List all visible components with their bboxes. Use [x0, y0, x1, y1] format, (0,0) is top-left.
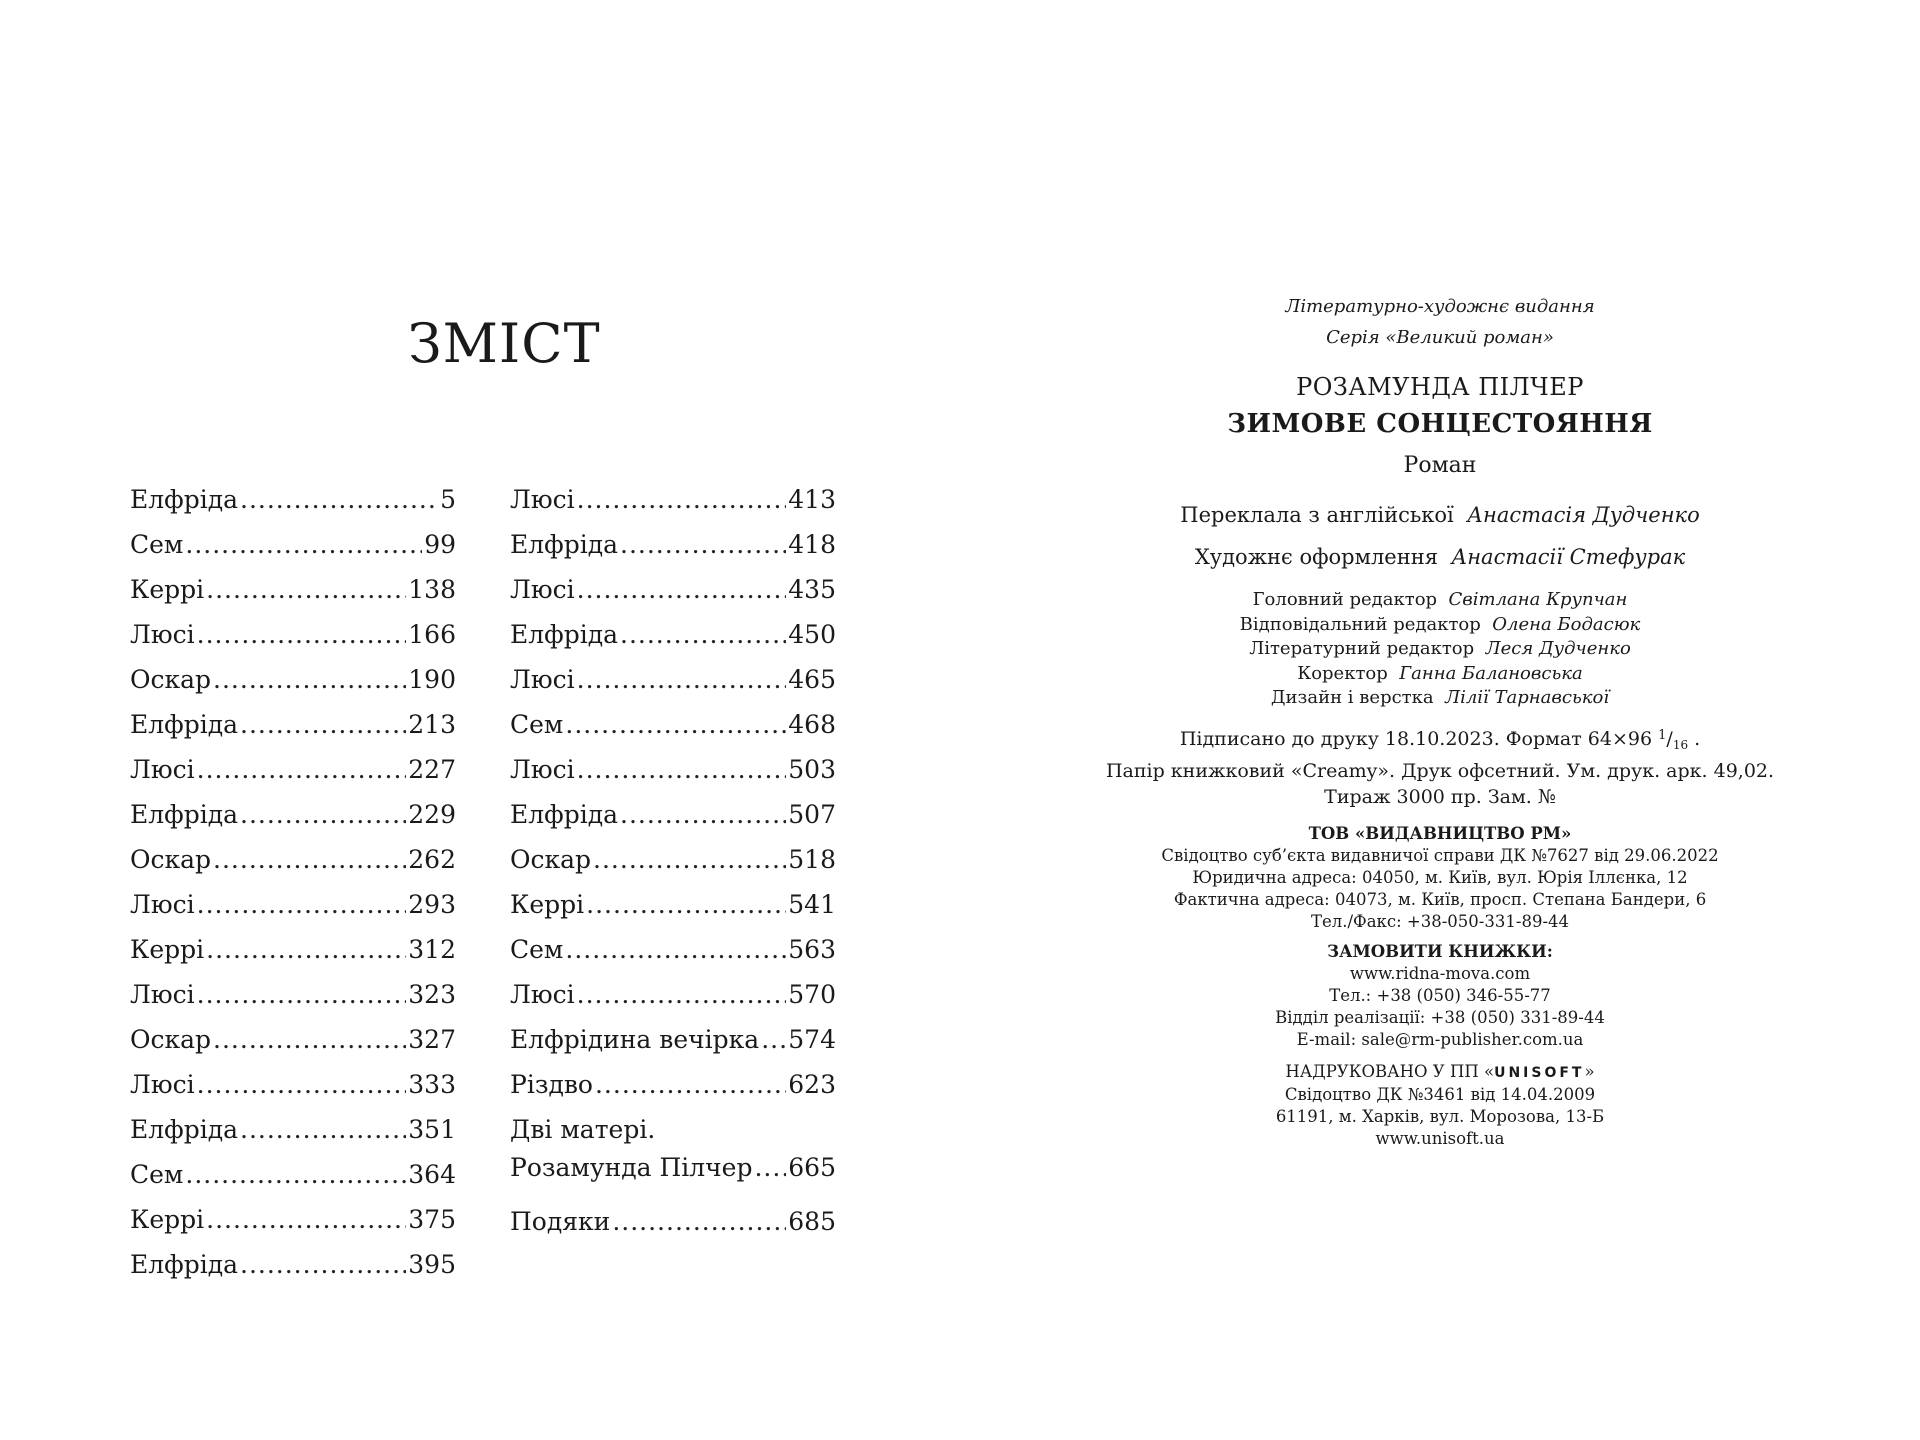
imprint-block — [960, 291, 1920, 1150]
print-info — [960, 723, 1920, 810]
toc-entry — [130, 972, 456, 1017]
toc-entry — [130, 612, 456, 657]
toc-entry-label: Сем — [130, 1160, 184, 1189]
toc-entry-label: Керрі — [130, 1205, 205, 1234]
publisher-info — [960, 823, 1920, 933]
printer-cert: Свідоцтво ДК №3461 від 14.04.2009 — [1284, 1084, 1596, 1104]
toc-entry-label: Оскар — [130, 845, 212, 874]
toc-entry-page: 563 — [788, 935, 836, 964]
toc-entry-page: 327 — [408, 1025, 456, 1054]
toc-entry-page: 166 — [408, 620, 456, 649]
toc-entry-page: 229 — [408, 800, 456, 829]
toc-entry-label: Елфріда — [510, 800, 618, 829]
toc-entry-page: 333 — [408, 1070, 456, 1099]
toc-entry-page: 395 — [408, 1250, 456, 1279]
toc-entry-page: 418 — [788, 530, 836, 559]
toc-entry-label: Елфріда — [130, 1250, 238, 1279]
toc-entry — [510, 882, 836, 927]
credit-line: Головний редактор Світлана Крупчан — [1252, 589, 1628, 610]
toc-entry-label: Сем — [510, 935, 564, 964]
toc-entry-page: 468 — [788, 710, 836, 739]
printer-address: 61191, м. Харків, вул. Морозова, 13-Б — [1275, 1106, 1605, 1126]
toc-entry-page: 541 — [788, 890, 836, 919]
toc-entry-label: Елфріда — [130, 1115, 238, 1144]
imprint-page — [960, 0, 1920, 1440]
toc-entry — [130, 1152, 456, 1197]
order-heading: ЗАМОВИТИ КНИЖКИ: — [1327, 941, 1553, 961]
toc-entry-label: Елфріда — [130, 710, 238, 739]
toc-entry-page: 435 — [788, 575, 836, 604]
print-paper-line: Папір книжковий «Creamy». Друк офсетний. Ум. друк. арк. 49,02. — [1105, 759, 1775, 782]
toc-entry-page: 570 — [788, 980, 836, 1009]
toc-entry-page: 413 — [788, 485, 836, 514]
toc-entry — [130, 792, 456, 837]
toc-entry-page: 213 — [408, 710, 456, 739]
toc-entry — [130, 477, 456, 522]
toc-entry-page: 351 — [408, 1115, 456, 1144]
publisher-actual-address: Фактична адреса: 04073, м. Київ, просп. Степана Бандери, 6 — [1173, 889, 1707, 909]
toc-entry-page: 574 — [788, 1025, 836, 1054]
printer-line: НАДРУКОВАНО У ПП «UNISOFT» — [1285, 1061, 1595, 1081]
toc-entry-page: 507 — [788, 800, 836, 829]
toc-entry — [510, 657, 836, 702]
toc-entry — [130, 1197, 456, 1242]
toc-entry-page: 190 — [408, 665, 456, 694]
toc-entry-label: Елфріда — [130, 485, 238, 514]
toc-entry-page: 623 — [788, 1070, 836, 1099]
toc-entry-label: Елфрідина вечірка — [510, 1025, 760, 1054]
printer-name: UNISOFT — [1494, 1064, 1585, 1081]
toc-entry-label: Люсі — [130, 755, 195, 784]
author-name: РОЗАМУНДА ПІЛЧЕР — [1296, 373, 1584, 401]
art-credit: Художнє оформлення Анастасії Стефурак — [1194, 545, 1686, 569]
toc-entry-page: 5 — [440, 485, 456, 514]
toc-entry-label: Дві матері. — [510, 1115, 656, 1144]
toc-entry — [510, 1062, 836, 1107]
toc-entry-page: 262 — [408, 845, 456, 874]
toc-entry-label: Люсі — [130, 980, 195, 1009]
editorial-credits — [960, 588, 1920, 711]
toc-entry-label: Люсі — [130, 890, 195, 919]
toc-entry-page: 503 — [788, 755, 836, 784]
toc-entry-page: 685 — [788, 1207, 836, 1236]
publisher-phone: Тел./Факс: +38-050-331-89-44 — [1310, 911, 1570, 931]
order-phone: Тел.: +38 (050) 346-55-77 — [1329, 985, 1551, 1005]
credit-line: Відповідальний редактор Олена Бодасюк — [1239, 613, 1641, 635]
toc-entry-page: 450 — [788, 620, 836, 649]
translator-credit: Переклала з англійської Анастасія Дудченко — [1180, 503, 1700, 527]
book-title: ЗИМОВЕ СОНЦЕСТОЯННЯ — [1227, 409, 1653, 439]
toc-entry — [130, 1017, 456, 1062]
toc-entry-page: 227 — [408, 755, 456, 784]
toc-entry — [510, 477, 836, 522]
toc-entry-page: 518 — [788, 845, 836, 874]
toc-entry-label: Люсі — [510, 665, 575, 694]
credit-line: Літературний редактор Леся Дудченко — [1249, 638, 1631, 659]
printer-info — [960, 1061, 1920, 1150]
publisher-cert: Свідоцтво суб’єкта видавничої справи ДК №7627 від 29.06.2022 — [1161, 845, 1719, 865]
edition-type: Літературно-художнє видання — [1285, 296, 1595, 317]
toc-entry — [510, 522, 836, 567]
toc-entry — [510, 1017, 836, 1062]
order-email: E-mail: sale@rm-publisher.com.ua — [1296, 1029, 1584, 1049]
toc-entry-label: Елфріда — [130, 800, 238, 829]
order-website: www.ridna-mova.com — [1349, 963, 1531, 983]
toc-entry-label: Елфріда — [510, 530, 618, 559]
toc-entry-label: Різдво — [510, 1070, 593, 1099]
toc-entry-label: Оскар — [130, 665, 212, 694]
order-sales-phone: Відділ реалізації: +38 (050) 331-89-44 — [1275, 1007, 1605, 1027]
credit-line: Коректор Ганна Балановська — [1297, 662, 1583, 684]
toc-entry-page: 312 — [408, 935, 456, 964]
toc-entry — [130, 1242, 456, 1287]
toc-entry — [130, 657, 456, 702]
contents-column-2 — [510, 477, 836, 1244]
toc-entry-label: Керрі — [130, 575, 205, 604]
toc-entry-label: Люсі — [130, 1070, 195, 1099]
toc-entry-label: Люсі — [510, 980, 575, 1009]
toc-entry-label: Люсі — [510, 485, 575, 514]
toc-entry — [130, 1107, 456, 1152]
publisher-legal-address: Юридична адреса: 04050, м. Київ, вул. Юрія Іллєнка, 12 — [1192, 867, 1688, 887]
toc-entry — [510, 837, 836, 882]
toc-entry-label: Люсі — [510, 755, 575, 784]
toc-entry — [130, 927, 456, 972]
genre: Роман — [1403, 453, 1477, 478]
toc-entry — [130, 837, 456, 882]
toc-entry-page: 293 — [408, 890, 456, 919]
print-run-line: Тираж 3000 пр. Зам. № — [1324, 785, 1556, 808]
toc-entry — [510, 702, 836, 747]
publisher-name: ТОВ «ВИДАВНИЦТВО РМ» — [1308, 823, 1572, 843]
series-name: Серія «Великий роман» — [1326, 327, 1554, 348]
toc-entry-label: Керрі — [130, 935, 205, 964]
toc-entry-page: 323 — [408, 980, 456, 1009]
toc-entry-page: 665 — [788, 1153, 836, 1182]
toc-entry-acknowledgements — [510, 1199, 836, 1244]
toc-entry-label: Елфріда — [510, 620, 618, 649]
toc-entry-afterword — [510, 1111, 836, 1187]
contents-column-1 — [130, 477, 456, 1287]
toc-entry-label: Подяки — [510, 1207, 611, 1236]
toc-entry-label: Сем — [130, 530, 184, 559]
toc-entry — [510, 927, 836, 972]
toc-entry-label: Сем — [510, 710, 564, 739]
toc-entry-page: 364 — [408, 1160, 456, 1189]
toc-entry-label: Керрі — [510, 890, 585, 919]
toc-entry — [130, 882, 456, 927]
toc-entry — [130, 747, 456, 792]
toc-entry — [510, 612, 836, 657]
toc-entry — [510, 792, 836, 837]
toc-entry-label: Оскар — [510, 845, 592, 874]
toc-entry — [510, 972, 836, 1017]
toc-entry-page: 138 — [408, 575, 456, 604]
toc-entry — [130, 1062, 456, 1107]
toc-entry-label: Люсі — [510, 575, 575, 604]
toc-entry-label: Оскар — [130, 1025, 212, 1054]
credit-line: Дизайн і верстка Лілії Тарнавської — [1270, 687, 1610, 708]
printer-website: www.unisoft.ua — [1375, 1128, 1505, 1148]
toc-entry-label: Розамунда Пілчер — [510, 1153, 753, 1182]
toc-entry — [130, 522, 456, 567]
toc-entry-label: Люсі — [130, 620, 195, 649]
toc-entry — [130, 567, 456, 612]
toc-entry — [510, 567, 836, 612]
contents-title: ЗМІСТ — [408, 312, 601, 375]
order-info — [960, 941, 1920, 1051]
toc-entry — [510, 747, 836, 792]
toc-entry-page: 375 — [408, 1205, 456, 1234]
toc-entry-page: 465 — [788, 665, 836, 694]
toc-entry-page: 99 — [424, 530, 456, 559]
toc-entry — [130, 702, 456, 747]
print-signed-line: Підписано до друку 18.10.2023. Формат 64×96 $^1/_{16}$ . — [1179, 727, 1701, 752]
